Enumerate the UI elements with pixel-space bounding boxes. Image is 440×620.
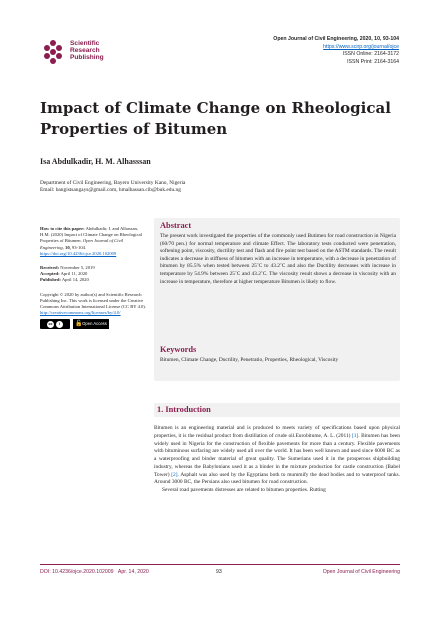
- article-sidebar: [40, 226, 148, 337]
- open-access-badge[interactable]: [73, 319, 109, 329]
- open-lock-icon: 🔓: [75, 320, 83, 327]
- cite-journal: Open Journal of Civil Engineering,: [40, 238, 124, 250]
- abstract-heading: Abstract: [160, 221, 192, 230]
- cite-label: How to cite this paper:: [40, 226, 85, 231]
- affiliation-block: [40, 180, 185, 195]
- doi-link[interactable]: https://doi.org/10.4236/ojce.2020.102009: [40, 250, 117, 256]
- article-title: [40, 98, 400, 140]
- copyright-block: [40, 292, 148, 330]
- text-run: Bitumen is an engineering material and is produced to meets variety of specifications based upon physical properties, it is the residual product from distillation of crude oil.Eurobitume, A. L. (2011): [154, 425, 400, 439]
- issn-print: ISSN Print: 2164-3164: [347, 58, 399, 65]
- publisher-logo: [40, 39, 160, 69]
- issn-online: ISSN Online: 2164-3172: [342, 51, 399, 58]
- introduction-heading: 1. Introduction: [157, 405, 211, 414]
- published-date: April 14, 2020: [61, 277, 89, 283]
- publisher-name-line: Publishing: [70, 54, 104, 62]
- affiliation: Department of Civil Engineering, Bayero University Kano, Nigeria: [40, 180, 186, 186]
- open-access-label: Open Access: [82, 321, 107, 327]
- introduction-paragraph: Several road pavements distresses are related to bitumen properties. Rutting: [162, 487, 326, 493]
- article-authors: Isa Abdulkadir, H. M. Alhasssan: [40, 157, 151, 166]
- publisher-name: [70, 40, 104, 62]
- received-label: Received:: [40, 265, 60, 271]
- cite-volume: 10,: [65, 244, 71, 250]
- article-title-line: Impact of Climate Change on Rheological: [40, 99, 391, 117]
- keywords-text: Bitumen, Climate Change, Ductility, Penetratio, Properties, Rheological, Viscosity: [160, 357, 339, 363]
- reference-link[interactable]: [2]: [171, 471, 178, 478]
- article-title-line: Properties of Bitumen: [40, 120, 228, 138]
- introduction-body: [154, 425, 400, 495]
- footer-doi: DOI: 10.4236/ojce.2020.102009: [40, 569, 114, 575]
- footer-journal: Open Journal of Civil Engineering: [322, 569, 400, 575]
- abstract-text: The present work investigated the properties of the commonly used Butimen for road construction in Nigeria (60/70 pen.) for normal temperature and climate Effect. The laboratory tests conducted were penetration, softening point, viscosity, ductility test and flash and fire point test based on the ASTM standards. The result indicates a decrease in stiffness of bitumen with an increase in temperature, with a decrease in penetration of bitumen by 85.5% when tested between 25˚C to 43.2˚C and also the Ductility decreases with increase in temperature by 54.9% between 25˚C and 43.2˚C. The viscosity result shows a decrease in viscosity with an increase in temperature, therefore at higher temperature Bitumen is likely to flow.: [160, 233, 396, 285]
- cite-pages: 93-104.: [71, 244, 87, 250]
- footer-date: Apr. 14, 2020: [117, 569, 149, 575]
- copyright-text: Copyright © 2020 by author(s) and Scientific Research Publishing Inc. This work is licensed under the Creative Commons Attribution International License (CC BY 4.0).: [40, 291, 146, 310]
- journal-info: [273, 36, 399, 66]
- footer-rule: [40, 564, 400, 565]
- introduction-paragraph: [154, 425, 400, 487]
- text-run: . Asphalt was also used by the Egyptians both to mummify the dead bodies and to waterproof tanks. Around 3000 BC, the Persians also used bitumen for road construction.: [154, 471, 400, 486]
- accepted-label: Accepted:: [40, 271, 60, 277]
- publisher-name-line: Research: [70, 47, 100, 55]
- cc-by-badge[interactable]: [40, 319, 70, 329]
- srp-logo-icon: [40, 39, 66, 65]
- text-run: . Bitumen has been widely used in Nigeria for the construction of flexible pavements for more than a century. Flexible pavements with bituminous surfacing are widely used all over the world. It has been well known and used since 6000 BC as a waterproofing and binder material of great quality. The Sumerians used it in the prosperous shipbuilding industry, whereas the Babylonians used it as a binder in the mixture production for castle construction (Babel Tower): [154, 432, 400, 478]
- page-number: 93: [216, 569, 222, 575]
- cc-icon: cc: [48, 322, 53, 327]
- footer-doi-date: [40, 569, 149, 575]
- accepted-date: April 11, 2020: [60, 271, 88, 277]
- received-date: November 5, 2019: [60, 265, 95, 271]
- dates-block: [40, 265, 148, 284]
- author-email: Email: bangistsangays@gmail.com, hmalhassan.cib@buk.edu.ng: [40, 187, 181, 194]
- keywords-heading: Keywords: [160, 345, 197, 354]
- license-badges: [40, 319, 148, 329]
- journal-url-link[interactable]: https://www.scirp.org/journal/ojce: [323, 43, 399, 50]
- published-label: Published:: [40, 277, 61, 283]
- citation-block: [40, 226, 148, 257]
- reference-link[interactable]: [1]: [351, 432, 359, 439]
- license-link[interactable]: http://creativecommons.org/licenses/by/4.0/: [40, 310, 121, 316]
- cite-body: Abdulkadir, I. and Alhassan, H.M. (2020) Impact of Climate Change on Rheological Properties of Bitumen.: [40, 226, 142, 244]
- attribution-icon: i: [56, 321, 63, 328]
- journal-citation: Open Journal of Civil Engineering, 2020, 10, 93-104: [273, 36, 399, 42]
- publisher-name-line: Scientific: [70, 40, 100, 47]
